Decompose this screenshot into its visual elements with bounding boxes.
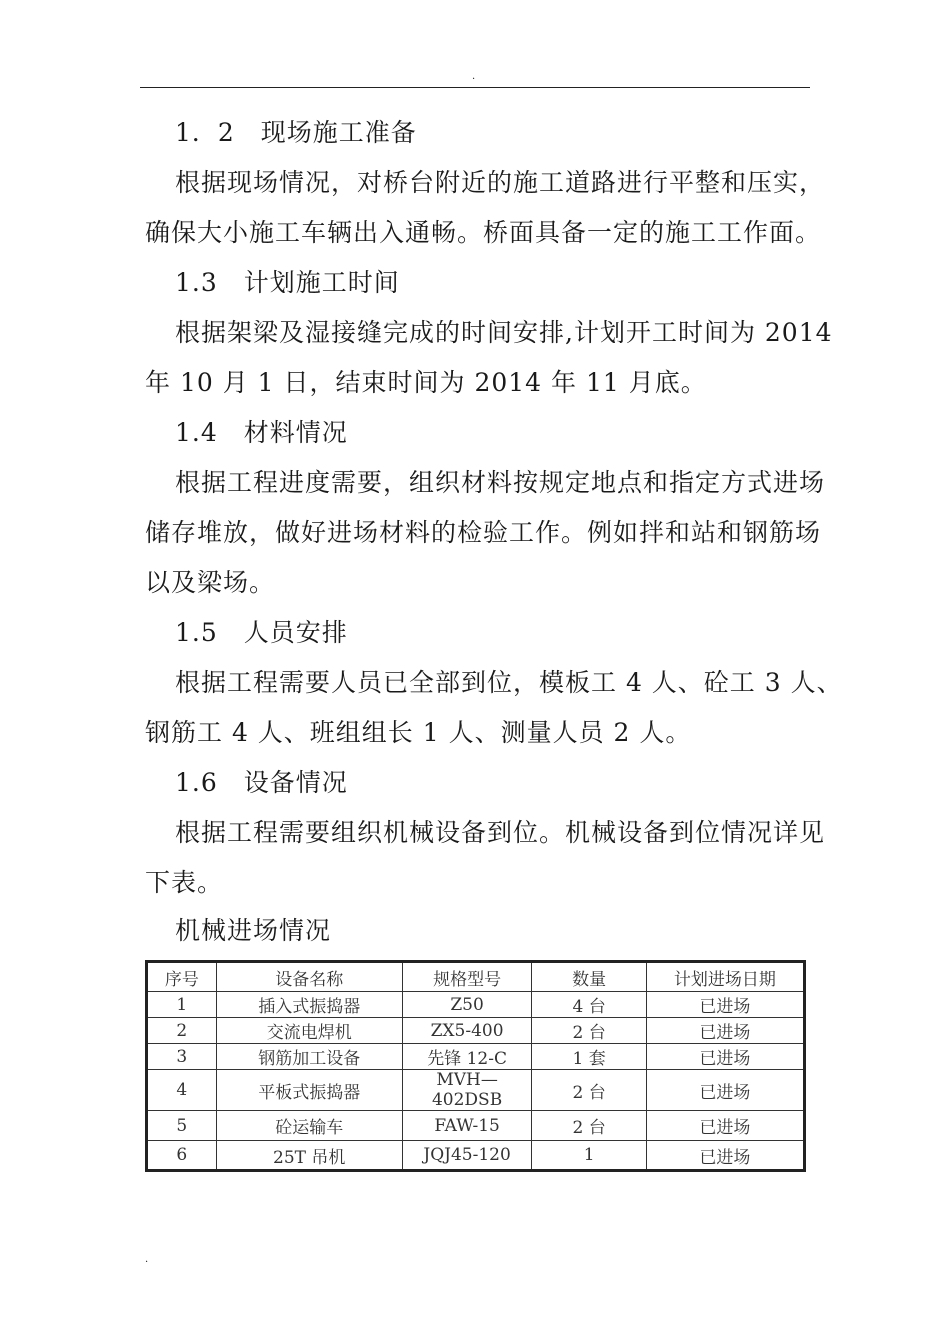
cell-status: 已进场 — [646, 1111, 804, 1141]
section-1-6-heading: 1.6 设备情况 — [175, 768, 348, 797]
section-1-4-paragraph-line-1: 根据工程进度需要，组织材料按规定地点和指定方式进场 — [175, 468, 826, 497]
cell-status: 已进场 — [646, 1044, 804, 1070]
section-1-3-paragraph-line-2: 年 10 月 1 日，结束时间为 2014 年 11 月底。 — [145, 368, 707, 397]
table-caption: 机械进场情况 — [175, 916, 332, 945]
header-model: 规格型号 — [402, 962, 532, 992]
cell-equipment-name: 交流电焊机 — [216, 1018, 402, 1044]
cell-quantity: 2 台 — [532, 1070, 646, 1111]
cell-equipment-name: 25T 吊机 — [216, 1141, 402, 1171]
table-row — [147, 1018, 805, 1044]
cell-model: FAW-15 — [402, 1111, 532, 1141]
cell-status: 已进场 — [646, 1141, 804, 1171]
cell-quantity: 2 台 — [532, 1111, 646, 1141]
header-entry-date: 计划进场日期 — [646, 962, 804, 992]
table-header-row — [147, 962, 805, 992]
section-1-5-heading: 1.5 人员安排 — [175, 618, 348, 647]
cell-index: 6 — [147, 1141, 217, 1171]
table-row — [147, 1044, 805, 1070]
section-1-3-paragraph-line-1: 根据架梁及湿接缝完成的时间安排,计划开工时间为 2014 — [175, 318, 833, 347]
table-row — [147, 992, 805, 1018]
header-quantity: 数量 — [532, 962, 646, 992]
cell-quantity: 1 套 — [532, 1044, 646, 1070]
section-1-2-paragraph-line-2: 确保大小施工车辆出入通畅。桥面具备一定的施工工作面。 — [145, 218, 822, 247]
header-mark: . — [472, 71, 476, 82]
section-1-3-heading: 1.3 计划施工时间 — [175, 268, 400, 297]
header-rule — [140, 87, 810, 88]
table-row — [147, 1070, 805, 1111]
section-1-6-paragraph-line-2: 下表。 — [145, 868, 224, 897]
cell-index: 5 — [147, 1111, 217, 1141]
section-1-4-paragraph-line-3: 以及梁场。 — [145, 568, 276, 597]
cell-status: 已进场 — [646, 1018, 804, 1044]
cell-quantity: 4 台 — [532, 992, 646, 1018]
table-row — [147, 1111, 805, 1141]
section-1-6-paragraph-line-1: 根据工程需要组织机械设备到位。机械设备到位情况详见 — [175, 818, 826, 847]
cell-model: Z50 — [402, 992, 532, 1018]
equipment-table — [145, 960, 806, 1172]
section-1-5-paragraph-line-1: 根据工程需要人员已全部到位，模板工 4 人、砼工 3 人、 — [175, 668, 843, 697]
cell-equipment-name: 插入式振捣器 — [216, 992, 402, 1018]
section-1-2-heading: 1．2 现场施工准备 — [175, 118, 417, 147]
footer-mark: . — [145, 1254, 149, 1265]
cell-model: ZX5-400 — [402, 1018, 532, 1044]
cell-model: 先锋 12-C — [402, 1044, 532, 1070]
header-index: 序号 — [147, 962, 217, 992]
section-1-5-paragraph-line-2: 钢筋工 4 人、班组组长 1 人、测量人员 2 人。 — [145, 718, 692, 747]
cell-status: 已进场 — [646, 992, 804, 1018]
table-row — [147, 1141, 805, 1171]
cell-quantity: 2 台 — [532, 1018, 646, 1044]
cell-index: 2 — [147, 1018, 217, 1044]
header-equipment-name: 设备名称 — [216, 962, 402, 992]
cell-equipment-name: 钢筋加工设备 — [216, 1044, 402, 1070]
section-1-4-heading: 1.4 材料情况 — [175, 418, 348, 447]
cell-equipment-name: 平板式振捣器 — [216, 1070, 402, 1111]
section-1-4-paragraph-line-2: 储存堆放，做好进场材料的检验工作。例如拌和站和钢筋场 — [145, 518, 822, 547]
cell-model: JQJ45-120 — [402, 1141, 532, 1171]
cell-index: 4 — [147, 1070, 217, 1111]
cell-equipment-name: 砼运输车 — [216, 1111, 402, 1141]
cell-status: 已进场 — [646, 1070, 804, 1111]
section-1-2-paragraph-line-1: 根据现场情况，对桥台附近的施工道路进行平整和压实， — [175, 168, 826, 197]
cell-index: 1 — [147, 992, 217, 1018]
cell-index: 3 — [147, 1044, 217, 1070]
cell-model: MVH—402DSB — [402, 1070, 532, 1111]
cell-quantity: 1 — [532, 1141, 646, 1171]
